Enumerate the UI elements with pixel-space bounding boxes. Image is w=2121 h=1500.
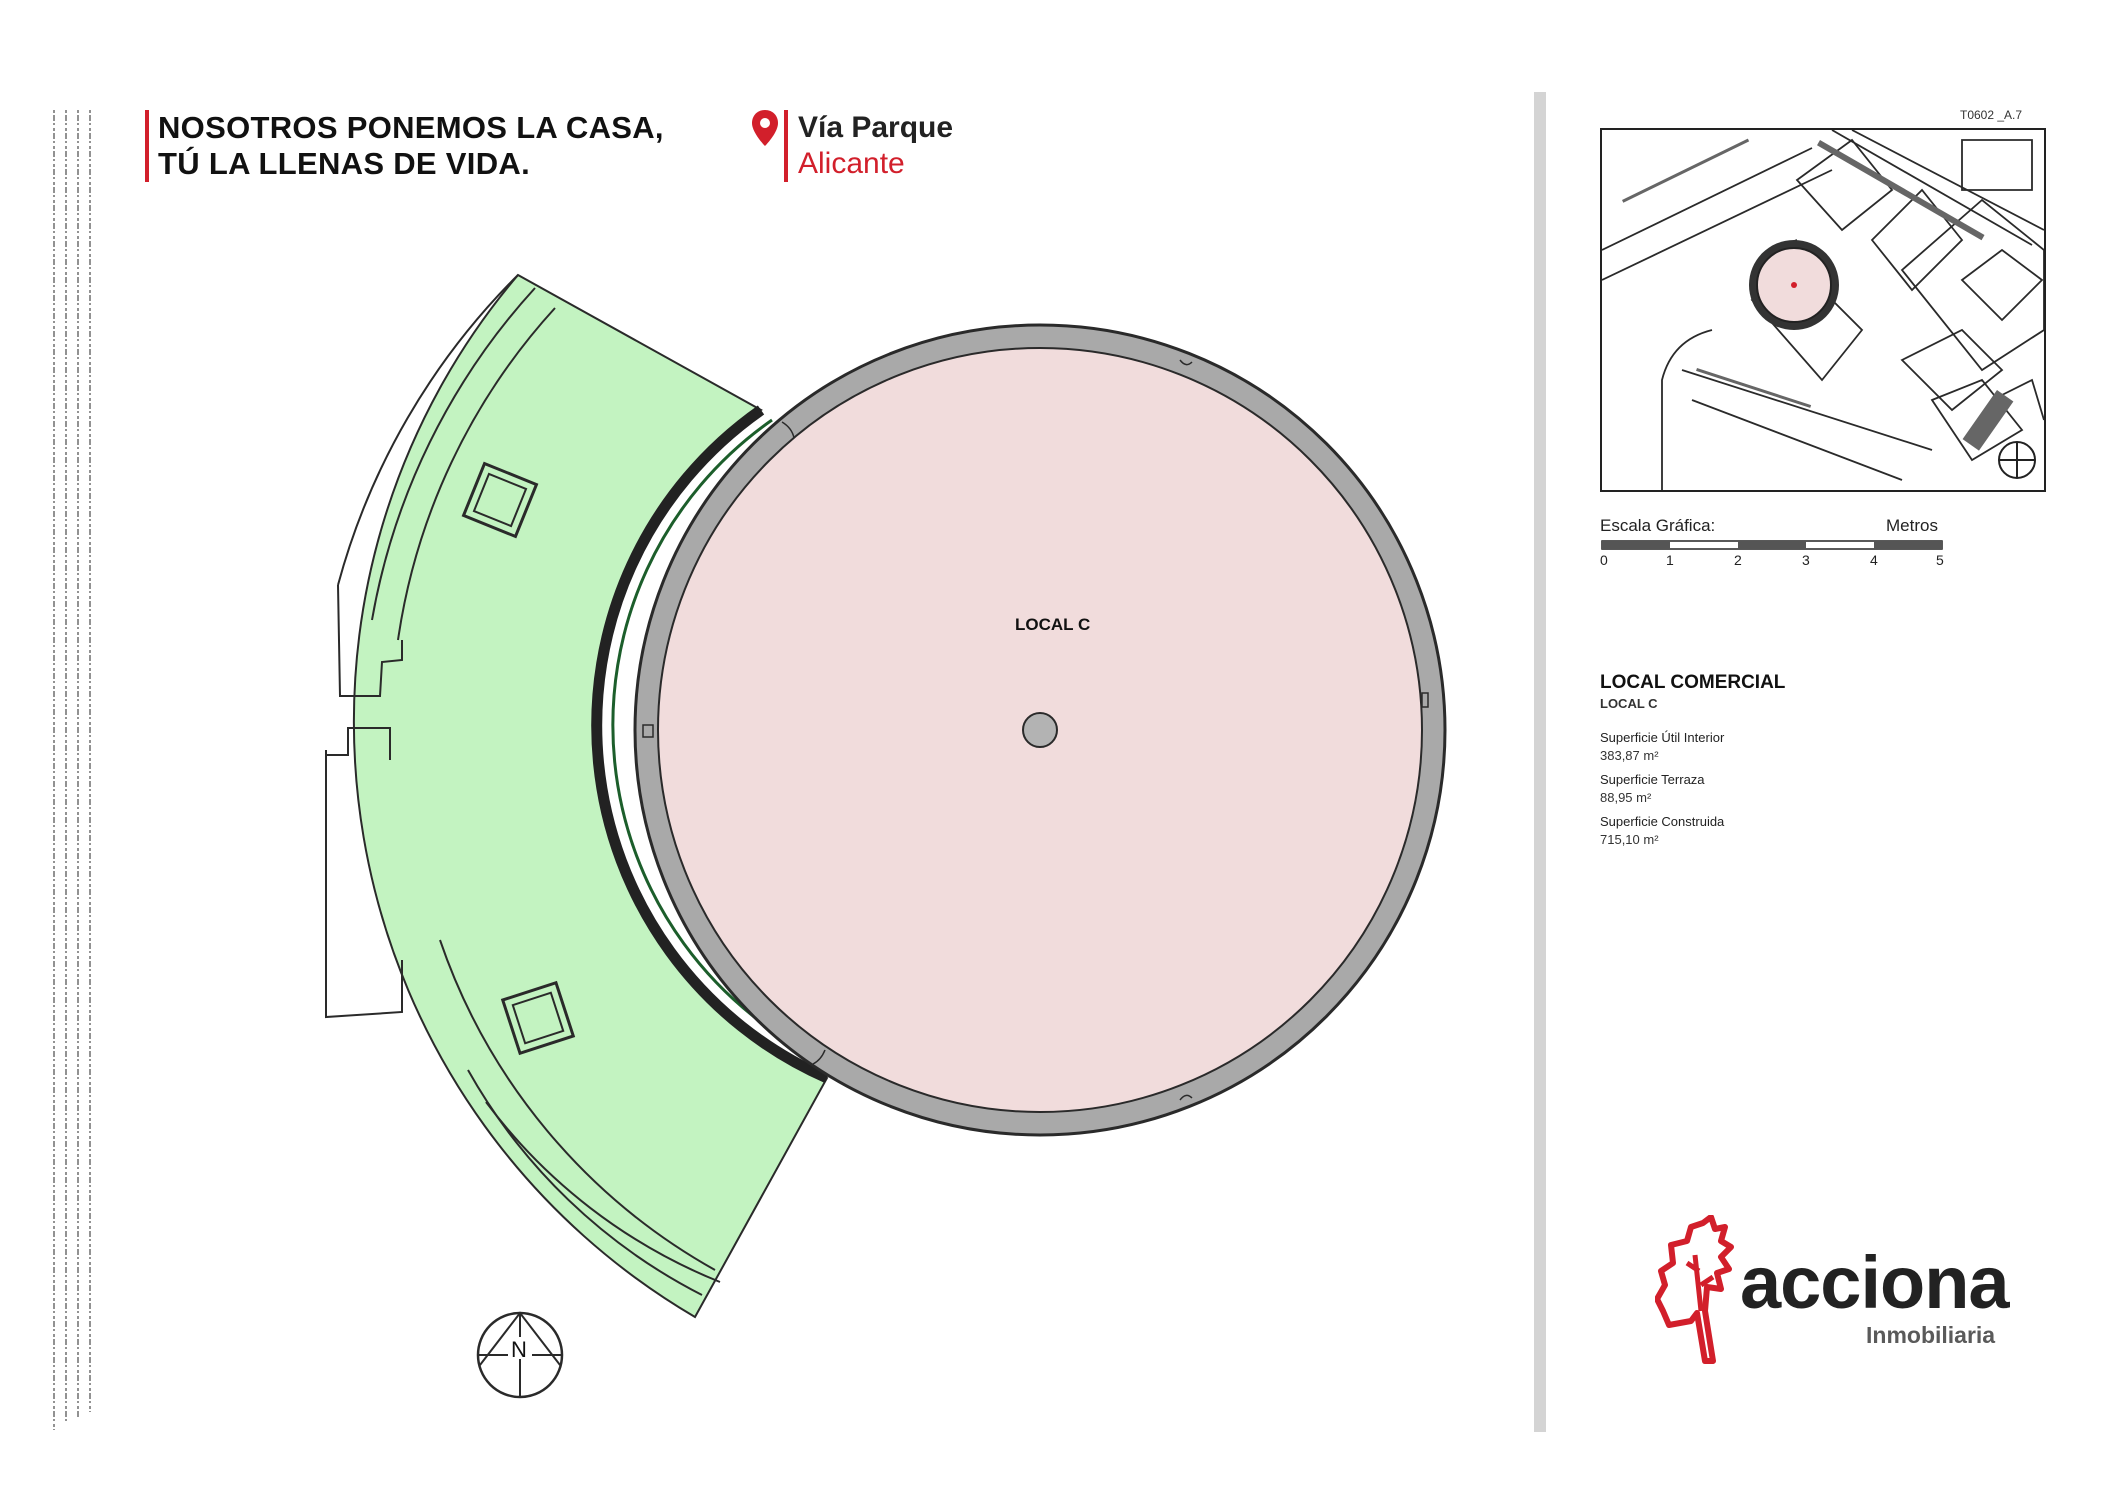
scale-tick-5: 5 xyxy=(1936,552,1944,568)
legal-text-strip xyxy=(48,110,94,1430)
north-label: N xyxy=(511,1337,527,1362)
keymap-north-icon xyxy=(1999,442,2035,478)
metric-label-terrace: Superficie Terraza xyxy=(1600,772,1705,787)
slogan xyxy=(145,110,664,182)
slogan-line-2: TÚ LA LLENAS DE VIDA. xyxy=(158,146,530,181)
scale-tick-2: 2 xyxy=(1734,552,1742,568)
location xyxy=(784,110,953,182)
location-pin-icon xyxy=(750,108,780,148)
acciona-logo-icon xyxy=(1655,1215,1735,1365)
info-title: LOCAL COMERCIAL xyxy=(1600,672,1786,693)
metric-value-useful: 383,87 m² xyxy=(1600,748,1659,763)
unit-label: LOCAL C xyxy=(1015,615,1091,634)
scale-tick-3: 3 xyxy=(1802,552,1810,568)
metric-label-useful: Superficie Útil Interior xyxy=(1600,730,1725,745)
location-city: Alicante xyxy=(798,147,905,180)
brand-subtitle: Inmobiliaria xyxy=(1866,1322,1996,1348)
brand-name: acciona xyxy=(1740,1241,2009,1324)
scale-tick-4: 4 xyxy=(1870,552,1878,568)
floor-plan-drawing xyxy=(320,260,1500,1420)
scale-tick-1: 1 xyxy=(1666,552,1674,568)
scale-unit: Metros xyxy=(1886,516,1938,535)
scale-bar xyxy=(1600,538,1950,568)
sheet-code: T0602 _A.7 xyxy=(1960,108,2023,122)
location-name: Vía Parque xyxy=(798,111,954,144)
slogan-line-1: NOSOTROS PONEMOS LA CASA, xyxy=(158,110,664,145)
key-plan-map xyxy=(1600,128,2046,492)
info-subtitle: LOCAL C xyxy=(1600,696,1658,711)
metric-value-built: 715,10 m² xyxy=(1600,832,1659,847)
scale-title: Escala Gráfica: xyxy=(1600,516,1716,535)
north-arrow-icon xyxy=(478,1313,562,1397)
scale-tick-0: 0 xyxy=(1600,552,1608,568)
metric-label-built: Superficie Construida xyxy=(1600,814,1725,829)
column xyxy=(1023,713,1057,747)
metric-value-terrace: 88,95 m² xyxy=(1600,790,1652,805)
vertical-divider xyxy=(1534,92,1546,1432)
